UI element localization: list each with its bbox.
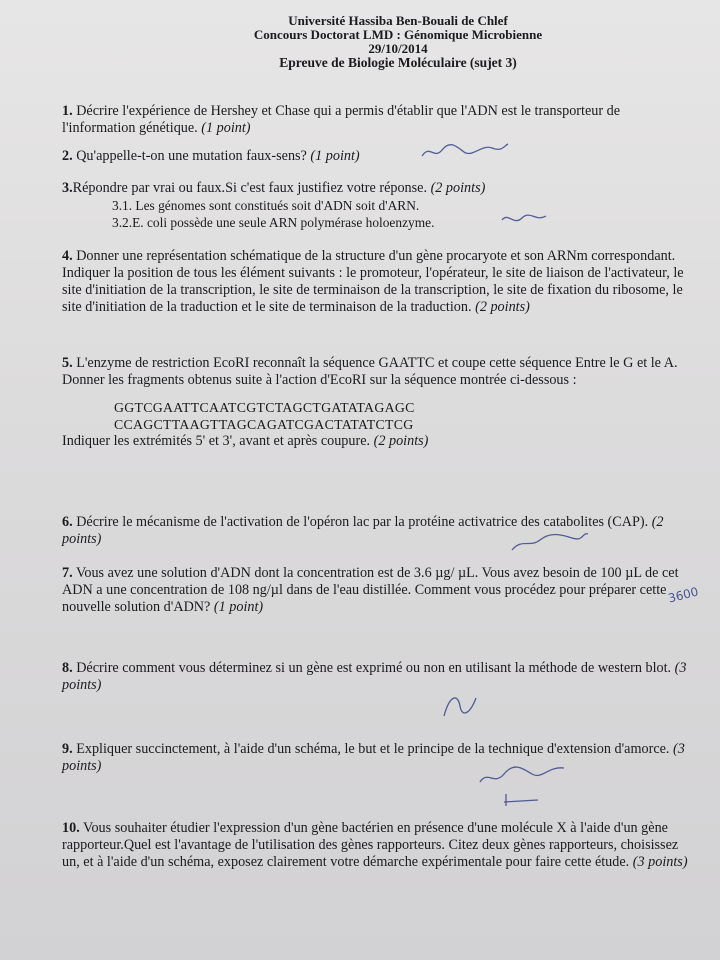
dna-sequence-bottom: CCAGCTTAAGTTAGCAGATCGACTATATCTCG	[114, 417, 414, 432]
question-2: 2. Qu'appelle-t-on une mutation faux-sens? (1 point)	[62, 148, 360, 164]
question-5: 5. L'enzyme de restriction EcoRI reconnaît la séquence GAATTC et coupe cette séquence Entre le G et le A. Donner les fragments obtenus suite à l'action d'EcoRI sur la séquence montrée ci-dessous : GGTCGAATTCAATCGTCTAGCTGATATAGAGC CCAGCTTAAGTTAGCAGATCGACTATATCTCG Indiquer les extrémités 5' et 3', avant et après coupure. (2 points)	[62, 355, 694, 450]
question-6: 6. Décrire le mécanisme de l'activation de l'opéron lac par la protéine activatrice des catabolites (CAP). (2 points)	[62, 514, 664, 547]
exam-header	[60, 14, 696, 70]
handwritten-scribble	[420, 140, 510, 162]
handwritten-scribble	[500, 210, 550, 228]
handwritten-note: 3600	[666, 584, 700, 606]
question-3-item-1: 3.1. Les génomes sont constitués soit d'ADN soit d'ARN.	[112, 198, 420, 213]
exam-subject: Epreuve de Biologie Moléculaire (sujet 3)	[279, 55, 517, 70]
handwritten-scribble	[478, 760, 568, 810]
question-3: 3.Répondre par vrai ou faux.Si c'est faux justifiez votre réponse. (2 points) 3.1. Les génomes sont constitués soit d'ADN soit d'ARN. 3.2.E. coli possède une seule ARN polymérase holoenzyme.	[62, 180, 694, 231]
dna-sequence-top: GGTCGAATTCAATCGTCTAGCTGATATAGAGC	[114, 400, 415, 415]
question-4: 4. Donner une représentation schématique de la structure d'un gène procaryote et son ARNm correspondant. Indiquer la position de tous les élément suivants : le promoteur, l'opérateur, le site de liaison de l'activateur, le site d'initiation de la transcription, le site de terminaison de la transcription, le site de fixation du ribosome, le site d'initiation de la traduction et le site de terminaison de la traduction. (2 points)	[62, 248, 684, 315]
university-name: Université Hassiba Ben-Bouali de Chlef	[288, 13, 508, 28]
question-1: 1. Décrire l'expérience de Hershey et Chase qui a permis d'établir que l'ADN est le transporteur de l'information génétique. (1 point)	[62, 103, 621, 136]
question-10: 10. Vous souhaiter étudier l'expression d'un gène bactérien en présence d'une molécule X à l'aide d'un gène rapporteur.Quel est l'avantage de l'utilisation des gènes rapporteurs. Citez deux gènes rapporteurs, choisissez un, et à l'aide d'un schéma, exposez clairement votre démarche expérimentale pour faire cette étude. (3 points)	[62, 820, 688, 870]
question-9: 9. Expliquer succinctement, à l'aide d'un schéma, le but et le principe de la technique d'extension d'amorce. (3 points)	[62, 741, 685, 774]
question-8: 8. Décrire comment vous déterminez si un gène est exprimé ou non en utilisant la méthode de western blot. (3 points)	[62, 660, 687, 693]
handwritten-scribble	[440, 690, 480, 720]
question-7: 7. Vous avez une solution d'ADN dont la concentration est de 3.6 µg/ µL. Vous avez besoin de 100 µL de cet ADN a une concentration de 108 ng/µl dans de l'eau distillée. Comment vous procédez pour préparer cette nouvelle solution d'ADN? (1 point)	[62, 565, 679, 615]
concours-title: Concours Doctorat LMD : Génomique Microbienne	[253, 27, 543, 42]
handwritten-scribble	[510, 530, 590, 554]
question-3-item-2: 3.2.E. coli possède une seule ARN polymérase holoenzyme.	[112, 215, 435, 230]
exam-date: 29/10/2014	[368, 41, 428, 56]
